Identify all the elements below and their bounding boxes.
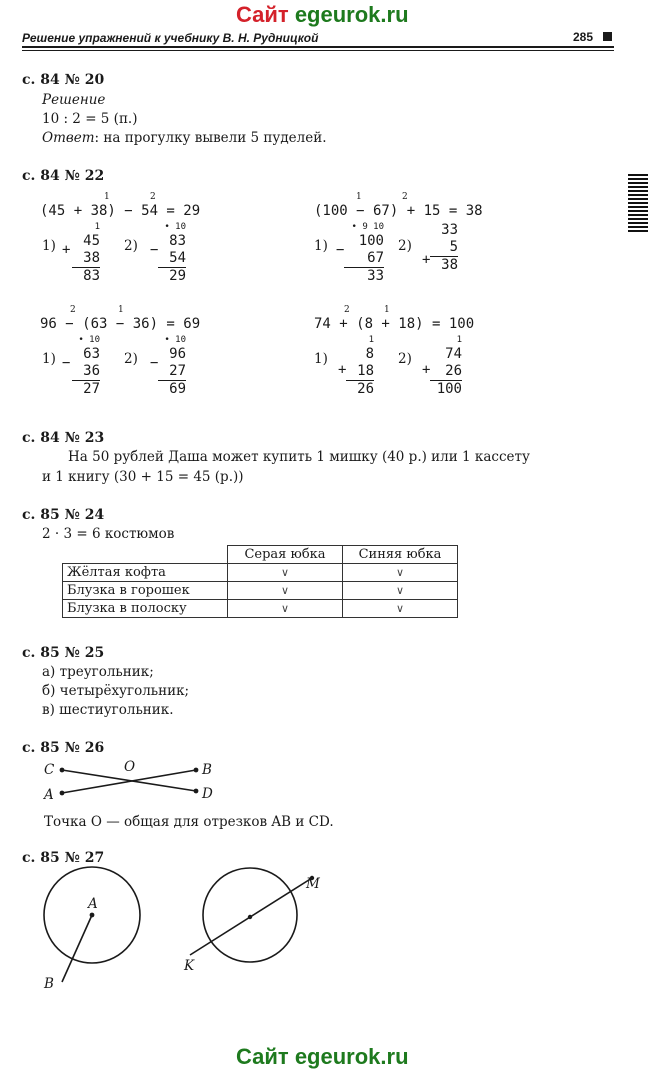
table-row-label: Блузка в горошек	[63, 582, 228, 600]
site-watermark-bottom: Сайт egeurok.ru	[236, 1044, 409, 1069]
ex25-item-a: а) треугольник;	[42, 664, 154, 680]
label-point-o: O	[124, 759, 136, 775]
ex22-d-step1-label: 1)	[314, 351, 328, 367]
point-b-dot	[194, 768, 199, 773]
label-point-d: D	[202, 786, 213, 802]
ex22-d-column1: 1 8 18 26	[346, 335, 374, 398]
point-c-dot	[60, 768, 65, 773]
ex26-heading: с. 85 № 26	[22, 740, 105, 756]
header-rule-thin	[22, 50, 614, 51]
ex22-a-column1: 1 45 38 83	[72, 222, 100, 285]
page-number: 285	[573, 30, 594, 44]
ex20-calc: 10 : 2 = 5 (п.)	[42, 111, 138, 127]
table-row-label: Жёлтая кофта	[63, 564, 228, 582]
check-mark: ∨	[228, 582, 343, 600]
header-rule	[22, 46, 614, 48]
ex23-heading: с. 84 № 23	[22, 430, 105, 446]
ex22-b-column1: • 9 10 100 67 33	[344, 222, 384, 285]
running-header-title: Решение упражнений к учебнику В. Н. Рудницкой	[22, 31, 319, 45]
check-mark: ∨	[228, 564, 343, 582]
ex22-heading: с. 84 № 22	[22, 168, 105, 184]
ex27-heading: с. 85 № 27	[22, 850, 105, 866]
ex22-b-column2: 33 5 38	[430, 222, 458, 274]
ex26-statement: Точка O — общая для отрезков AB и CD.	[44, 814, 334, 830]
ex22-c-step1-label: 1)	[42, 351, 56, 367]
ex22-b-step1-label: 1)	[314, 238, 328, 254]
ex22-c-column1: • 10 63 36 27	[72, 335, 100, 398]
ex24-calc: 2 · 3 = 6 костюмов	[42, 526, 175, 542]
ex25-item-c: в) шестиугольник.	[42, 702, 174, 718]
ex20-answer: Ответ: на прогулку вывели 5 пуделей.	[42, 130, 327, 146]
ex20-heading: с. 84 № 20	[22, 72, 105, 88]
page-marker-square	[603, 32, 612, 41]
ex22-d-column2: 1 74 26 100	[430, 335, 462, 398]
ex24-heading: с. 85 № 24	[22, 507, 105, 523]
check-mark: ∨	[228, 600, 343, 618]
ex22-c-expression: 96 − (63 − 36) = 69	[40, 316, 201, 332]
point-d-dot	[194, 789, 199, 794]
table-corner-cell	[63, 546, 228, 564]
label-point-b: B	[44, 976, 54, 992]
ex22-c-order-2: 1	[118, 305, 124, 315]
ex23-line1: На 50 рублей Даша может купить 1 мишку (40 р.) или 1 кассету	[68, 449, 530, 465]
ex22-b-step2-label: 2)	[398, 238, 412, 254]
ex22-a-step2-label: 2)	[124, 238, 138, 254]
ex22-b-order-2: 2	[402, 192, 408, 202]
ex22-d-expression: 74 + (8 + 18) = 100	[314, 316, 475, 332]
ex22-d-step2-label: 2)	[398, 351, 412, 367]
ex22-a-order-1: 1	[104, 192, 110, 202]
check-mark: ∨	[343, 564, 458, 582]
point-a-dot	[60, 791, 65, 796]
check-mark: ∨	[343, 600, 458, 618]
table-col-header-grey-skirt: Серая юбка	[228, 546, 343, 564]
ex22-d-c2-sign: +	[422, 362, 431, 378]
table-row	[63, 582, 458, 600]
table-row-label: Блузка в полоску	[63, 600, 228, 618]
ex23-line2: и 1 книгу (30 + 15 = 45 (р.))	[42, 469, 244, 485]
segment-ab-circle	[62, 915, 92, 982]
ex22-a-column2: • 10 83 54 29	[158, 222, 186, 285]
ex22-b-expression: (100 − 67) + 15 = 38	[314, 203, 483, 219]
label-point-k: K	[184, 958, 195, 974]
table-row	[63, 564, 458, 582]
ex22-b-c2-sign: +	[422, 252, 431, 268]
edge-barcode-marker	[628, 174, 648, 234]
table-header-row	[63, 546, 458, 564]
table-col-header-blue-skirt: Синяя юбка	[343, 546, 458, 564]
ex22-a-c2-sign: −	[150, 242, 159, 258]
check-mark: ∨	[343, 582, 458, 600]
ex22-c-c1-sign: −	[62, 355, 71, 371]
ex24-table	[62, 545, 458, 618]
ex22-d-order-2: 1	[384, 305, 390, 315]
table-row	[63, 600, 458, 618]
label-point-m: M	[306, 876, 320, 892]
label-point-a: A	[88, 896, 98, 912]
label-point-b: B	[202, 762, 212, 778]
ex20-solution-label: Решение	[42, 92, 106, 108]
label-point-c: C	[44, 762, 55, 778]
ex22-a-c1-sign: +	[62, 242, 71, 258]
ex25-item-b: б) четырёхугольник;	[42, 683, 190, 699]
ex22-a-step1-label: 1)	[42, 238, 56, 254]
ex22-a-order-2: 2	[150, 192, 156, 202]
ex22-d-c1-sign: +	[338, 362, 347, 378]
label-point-a: A	[44, 787, 54, 803]
ex22-c-order-1: 2	[70, 305, 76, 315]
ex22-a-expression: (45 + 38) − 54 = 29	[40, 203, 201, 219]
ex22-b-order-1: 1	[356, 192, 362, 202]
ex22-c-column2: • 10 96 27 69	[158, 335, 186, 398]
point-a-dot	[90, 913, 95, 918]
site-watermark-top: Сайт egeurok.ru	[236, 2, 409, 27]
center-dot	[248, 915, 252, 919]
ex25-heading: с. 85 № 25	[22, 645, 105, 661]
ex22-d-order-1: 2	[344, 305, 350, 315]
ex22-c-c2-sign: −	[150, 355, 159, 371]
ex22-c-step2-label: 2)	[124, 351, 138, 367]
ex22-b-c1-sign: −	[336, 242, 345, 258]
